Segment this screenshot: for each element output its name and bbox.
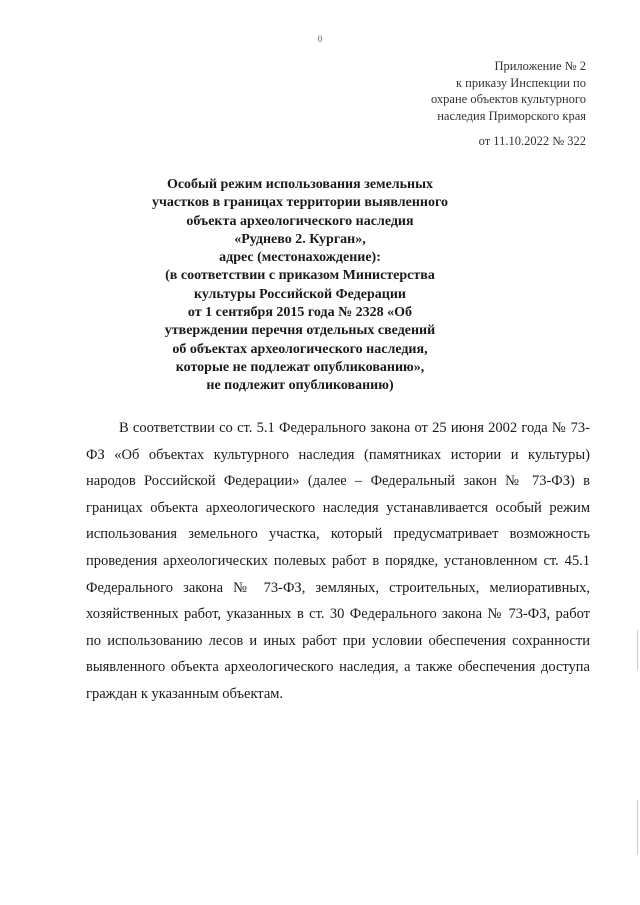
body-paragraph: [86, 415, 590, 708]
title-line: участков в границах территории выявленного: [152, 195, 448, 211]
paragraph-line: по использованию лесов и иных работ при условии обеспечения сохранности: [86, 632, 590, 649]
appendix-line: охране объектов культурного: [430, 92, 586, 106]
title-line: которые не подлежат опубликованию»,: [175, 359, 425, 375]
paragraph-line: проведения археологических полевых работ в порядке, установленном ст. 45.1: [86, 552, 590, 569]
scan-margin-mark: [637, 800, 638, 855]
title-line: Особый режим использования земельных: [166, 177, 434, 192]
scan-margin-mark: [637, 630, 638, 670]
paragraph-line: выявленного объекта археологического наследия, а также обеспечения доступа: [86, 659, 590, 676]
paragraph-line: границах объекта археологического наследия устанавливается особый режим: [86, 499, 590, 516]
title-line: культуры Российской Федерации: [194, 286, 406, 302]
title-line: объекта археологического наследия: [186, 213, 414, 229]
appendix-line: к приказу Инспекции по: [455, 75, 586, 90]
title-line: адрес (местонахождение):: [219, 250, 381, 266]
paragraph-line: ФЗ «Об объектах культурного наследия (памятниках истории и культуры): [86, 446, 590, 463]
paragraph-line: В соответствии со ст. 5.1 Федерального закона от 25 июня 2002 года № 73-: [119, 420, 590, 436]
paragraph-line: граждан к указанным объектам.: [86, 685, 284, 702]
title-line: от 1 сентября 2015 года № 2328 «Об: [187, 305, 413, 321]
title-line: не подлежит опубликованию): [206, 378, 394, 394]
page-number: 0: [317, 34, 323, 44]
appendix-header: [366, 58, 586, 124]
paragraph-line: хозяйственных работ, указанных в ст. 30 Федерального закона № 73-ФЗ, работ: [86, 606, 590, 623]
paragraph-line: Федерального закона № 73-ФЗ, земляных, строительных, мелиоративных,: [86, 579, 590, 596]
order-date: от 11.10.2022 № 322: [478, 134, 586, 148]
appendix-line: Приложение № 2: [494, 59, 586, 73]
title-line: об объектах археологического наследия,: [172, 341, 428, 357]
appendix-line: наследия Приморского края: [437, 108, 586, 123]
paragraph-line: использования земельного участка, который предусматривает возможность: [86, 526, 590, 543]
title-line: (в соответствии с приказом Министерства: [165, 268, 435, 284]
paragraph-line: народов Российской Федерации» (далее – Федеральный закон № 73-ФЗ) в: [86, 473, 590, 490]
title-line: «Руднево 2. Курган»,: [234, 231, 366, 247]
title-line: утверждении перечня отдельных сведений: [164, 323, 436, 339]
document-title: [80, 176, 520, 396]
